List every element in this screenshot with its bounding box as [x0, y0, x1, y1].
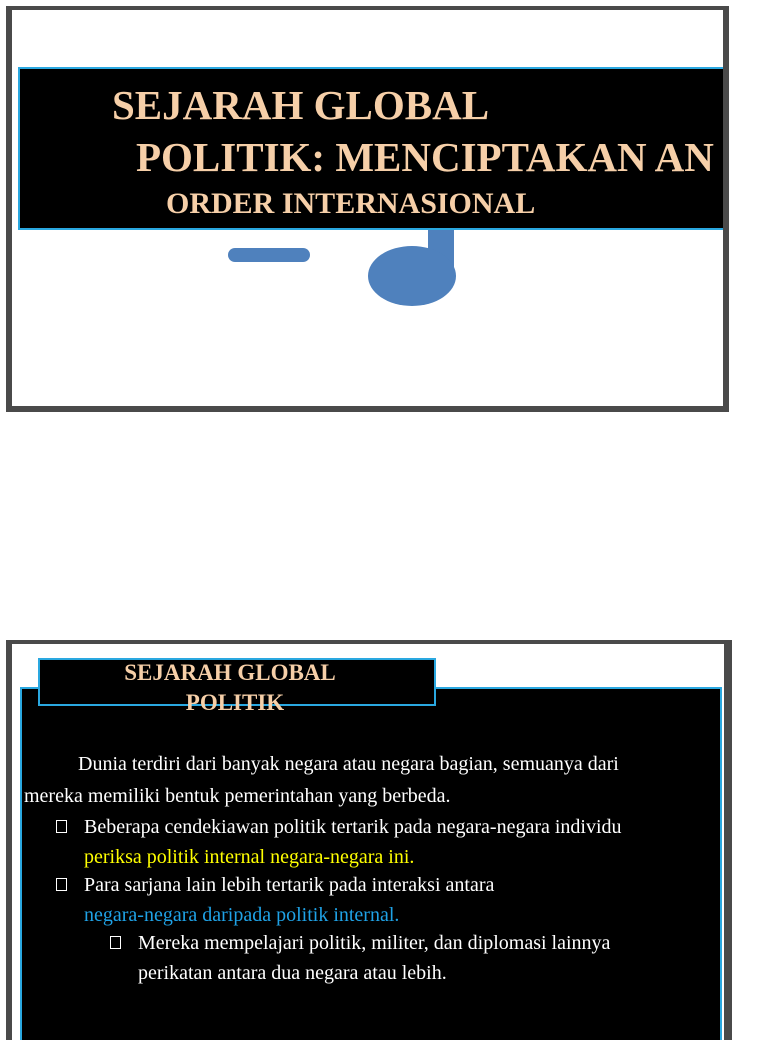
sub-bullet-1-line-2: perikatan antara dua negara atau lebih. [138, 962, 447, 984]
slide-title-line-1: SEJARAH GLOBAL [112, 82, 490, 128]
slide-title-line-2: POLITIK: MENCIPTAKAN AN [136, 134, 714, 180]
bullet-2-line-1: Para sarjana lain lebih tertarik pada interaksi antara [84, 874, 495, 896]
slide-1 [6, 6, 729, 412]
deco-note-head [368, 246, 456, 306]
slide-2 [6, 640, 732, 1040]
bullet-2-line-2: negara-negara daripada politik internal. [84, 904, 400, 926]
sub-bullet-1-line-1: Mereka mempelajari politik, militer, dan diplomasi lainnya [138, 932, 611, 954]
paragraph-line-2: mereka memiliki bentuk pemerintahan yang berbeda. [24, 785, 451, 807]
content-panel [20, 687, 722, 1040]
section-title-tab [38, 658, 436, 715]
paragraph-line-1: Dunia terdiri dari banyak negara atau negara bagian, semuanya dari [78, 753, 619, 775]
bullet-square-icon [56, 878, 67, 891]
deco-dash [228, 248, 310, 262]
section-title-line-1: SEJARAH GLOBAL [124, 660, 336, 685]
bullet-square-icon [56, 820, 67, 833]
bullet-1-line-2: periksa politik internal negara-negara ini. [84, 846, 415, 868]
sub-bullet-square-icon [110, 936, 121, 949]
bullet-1-line-1: Beberapa cendekiawan politik tertarik pada negara-negara individu [84, 816, 622, 838]
section-title [40, 658, 420, 718]
title-band [18, 67, 725, 230]
section-title-line-2: POLITIK [185, 690, 285, 715]
slide-title-line-3: ORDER INTERNASIONAL [166, 187, 536, 220]
